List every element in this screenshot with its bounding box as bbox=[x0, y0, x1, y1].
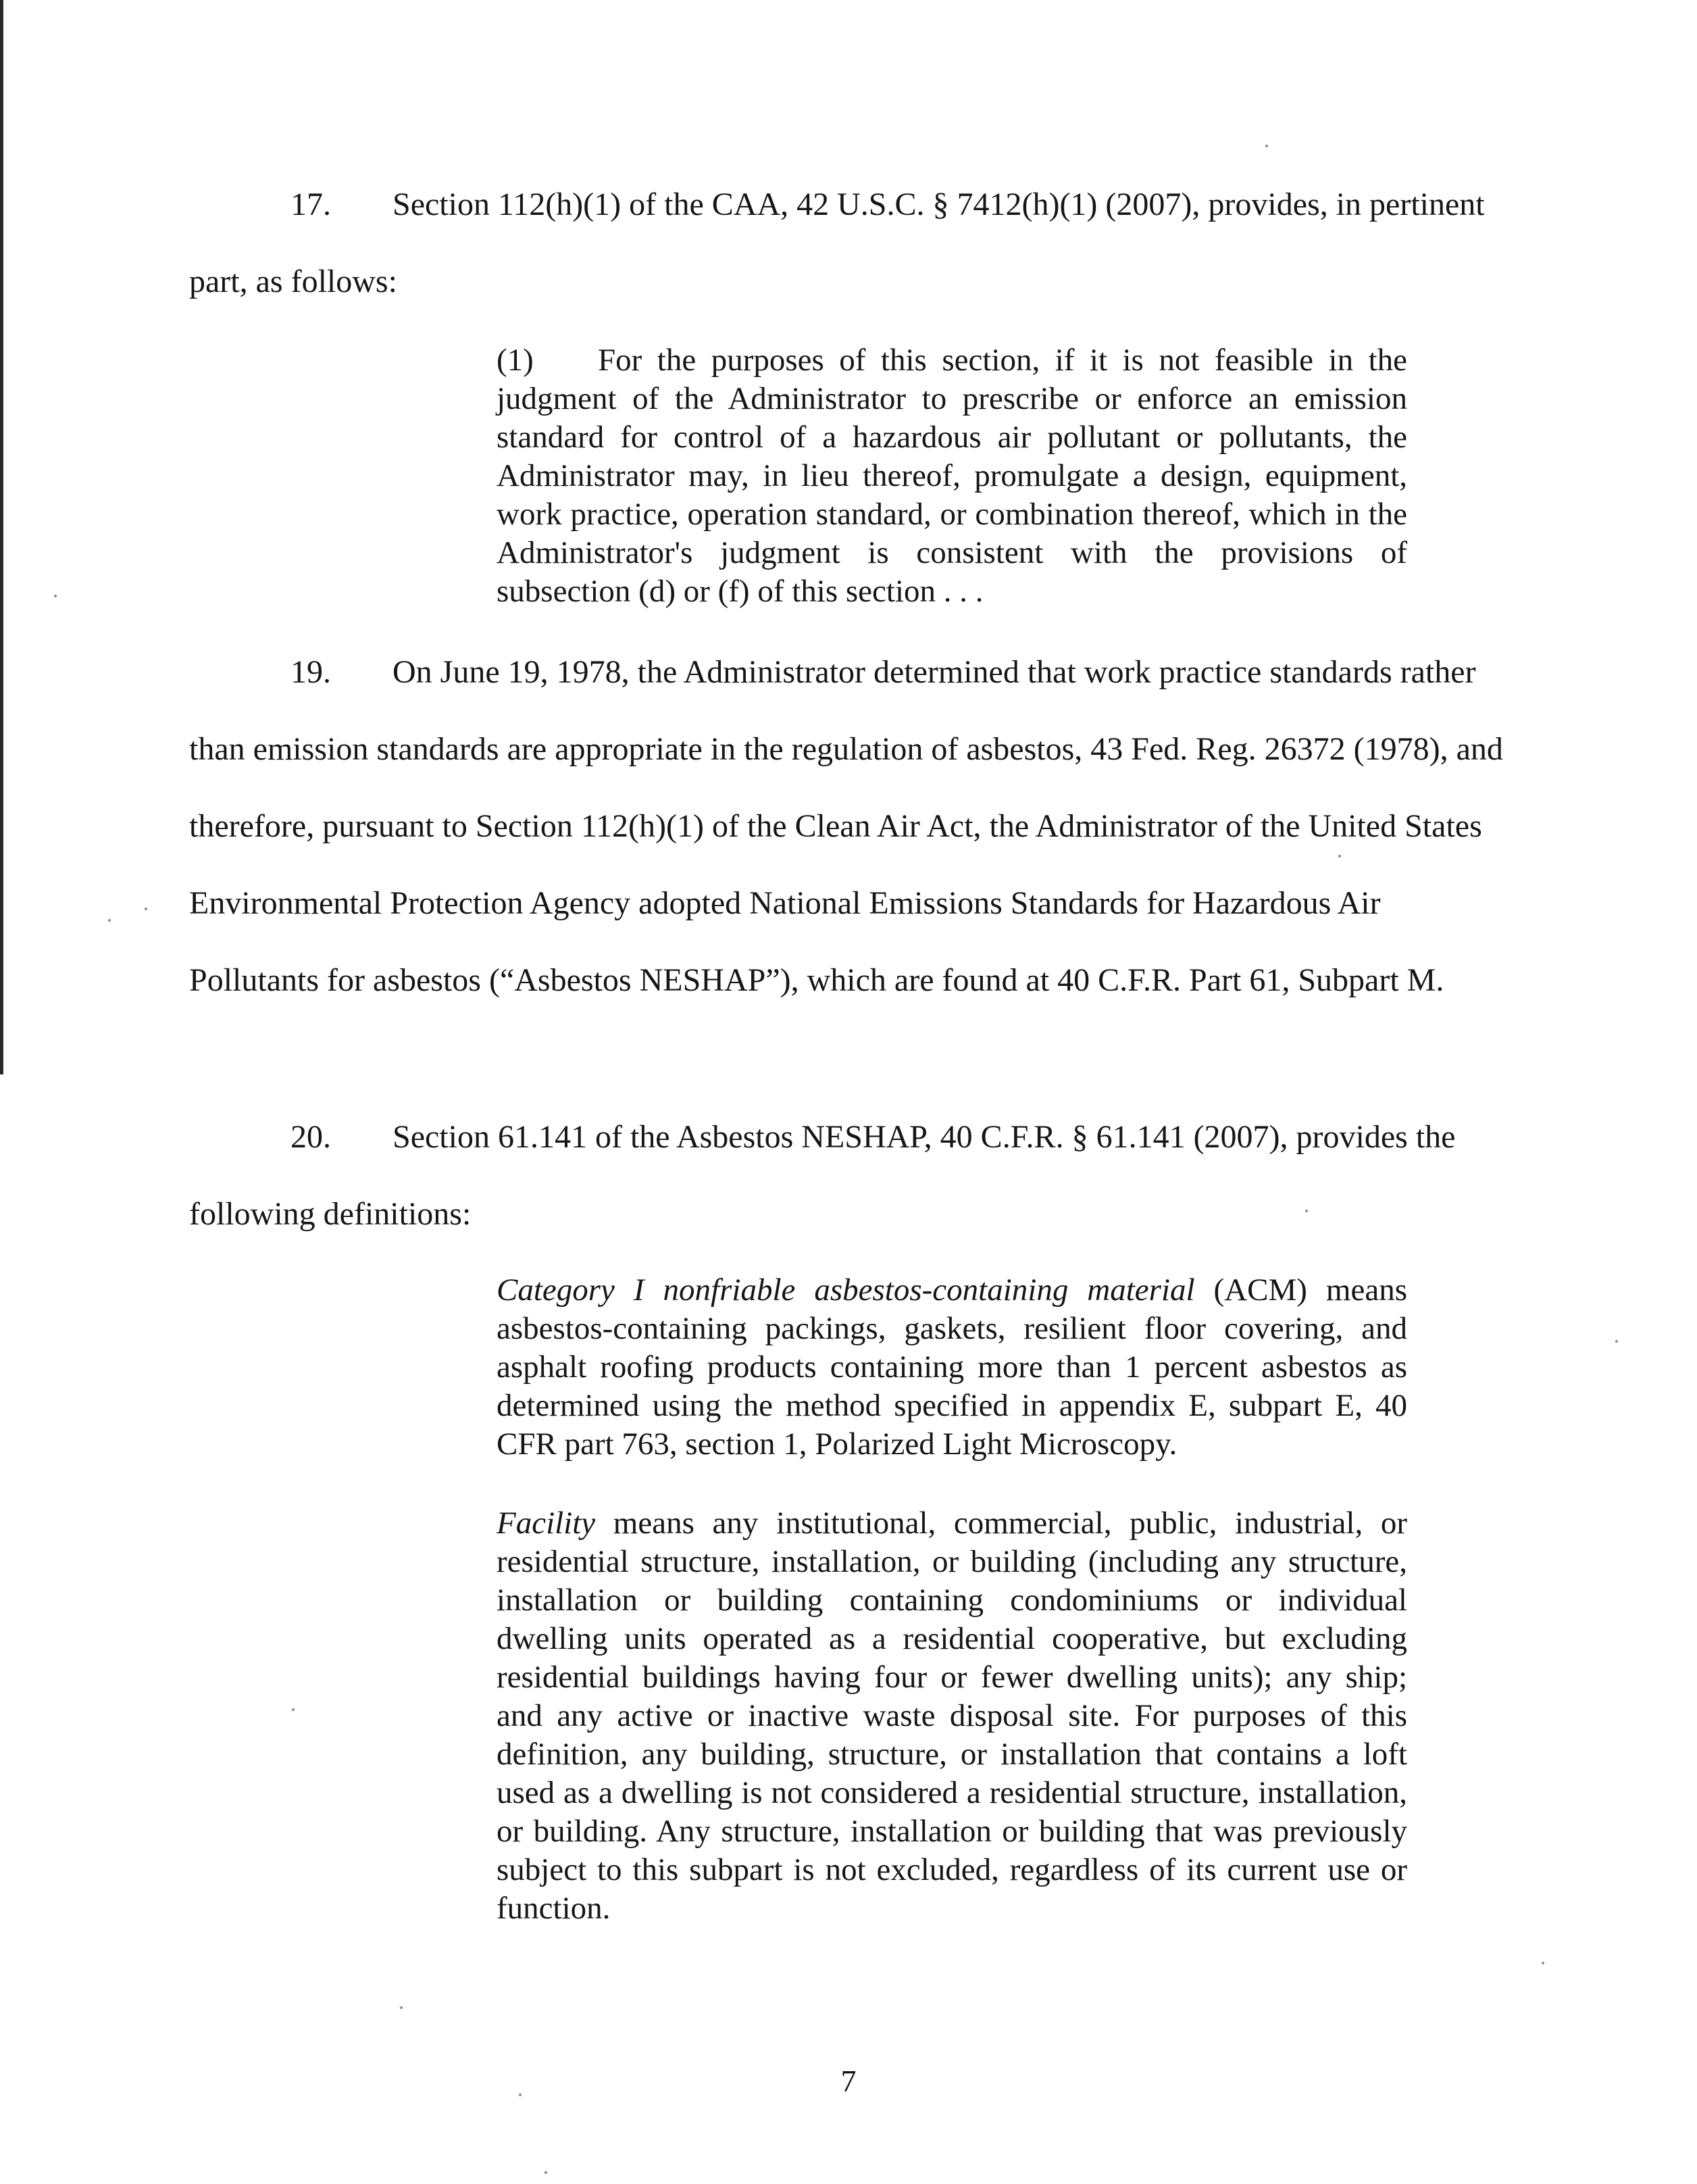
paragraph-text: Section 61.141 of the Asbestos NESHAP, 40 C.F.R. § 61.141 (2007), provides the following definitions: bbox=[189, 1119, 1456, 1232]
definition-term: Category I nonfriable asbestos-containing material bbox=[497, 1272, 1195, 1308]
definition-category-i bbox=[497, 1271, 1407, 1464]
paragraph-text: Section 112(h)(1) of the CAA, 42 U.S.C. § 7412(h)(1) (2007), provides, in pertinent part, as follows: bbox=[189, 187, 1485, 299]
scan-edge-shadow bbox=[0, 0, 3, 1074]
definition-term: Facility bbox=[497, 1506, 596, 1541]
scan-speck bbox=[544, 2171, 547, 2174]
block-quote-statute bbox=[497, 341, 1407, 611]
scan-speck bbox=[292, 1708, 295, 1711]
scan-speck bbox=[1542, 1962, 1544, 1964]
page-number: 7 bbox=[840, 2064, 857, 2098]
scan-speck bbox=[108, 919, 111, 922]
paragraph-number: 19. bbox=[290, 654, 331, 690]
paragraph-17 bbox=[189, 166, 1513, 320]
definition-text: (ACM) means asbestos-containing packings, gaskets, resilient floor covering, and asphalt roofing products containing more than 1 percent asbestos as determined using the method specified in appendix E, subpart E, 40 CFR part 763, section 1, Polarized Light Microscopy. bbox=[497, 1272, 1407, 1462]
paragraph-text: On June 19, 1978, the Administrator determined that work practice standards rather than emission standards are appropriate in the regulation of asbestos, 43 Fed. Reg. 26372 (1978), and therefore, pursuant to Section 112(h)(1) of the Clean Air Act, the Administrator of the United States Environmental Protection Agency adopted National Emissions Standards for Hazardous Air Pollutants for asbestos (“Asbestos NESHAP”), which are found at 40 C.F.R. Part 61, Subpart M. bbox=[189, 654, 1503, 998]
quote-text: For the purposes of this section, if it is not feasible in the judgment of the Administrator to prescribe or enforce an emission standard for control of a hazardous air pollutant or pollutants, the Administrator may, in lieu thereof, promulgate a design, equipment, work practice, operation standard, or combination thereof, which in the Administrator's judgment is consistent with the provisions of subsection (d) or (f) of this section . . . bbox=[497, 343, 1407, 609]
scan-speck bbox=[1265, 145, 1268, 147]
scan-speck bbox=[145, 908, 147, 910]
scan-speck bbox=[400, 2006, 403, 2009]
scan-speck bbox=[1615, 1340, 1618, 1343]
scan-speck bbox=[54, 595, 57, 597]
paragraph-20 bbox=[189, 1099, 1513, 1253]
paragraph-number: 20. bbox=[290, 1119, 331, 1155]
subsection-number: (1) bbox=[497, 343, 534, 378]
definition-text: means any institutional, commercial, public, industrial, or residential structure, installation, or building (including any structure, installation or building containing condominiums or individual dwelling units operated as a residential cooperative, but excluding residential buildings having four or fewer dwelling units); any ship; and any active or inactive waste disposal site. For purposes of this definition, any building, structure, or installation that contains a loft used as a dwelling is not considered a residential structure, installation, or building. Any structure, installation or building that was previously subject to this subpart is not excluded, regardless of its current use or function. bbox=[497, 1506, 1407, 1926]
definition-facility bbox=[497, 1504, 1407, 1928]
paragraph-19 bbox=[189, 634, 1513, 1019]
paragraph-number: 17. bbox=[290, 187, 331, 222]
